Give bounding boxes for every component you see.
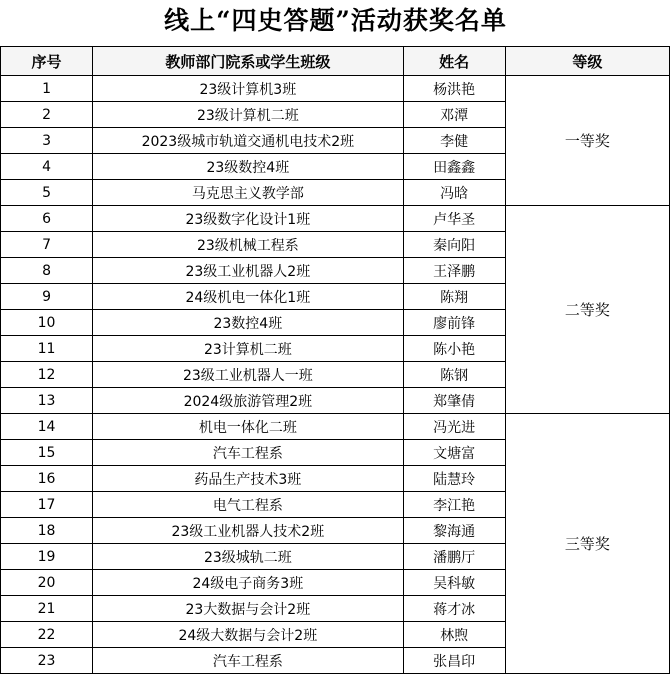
cell-dept[interactable]: 2024级旅游管理2班 (93, 388, 403, 414)
cell-dept[interactable]: 23级数字化设计1班 (93, 206, 403, 232)
cell-dept[interactable]: 汽车工程系 (93, 440, 403, 466)
header-dept[interactable]: 教师部门院系或学生班级 (93, 47, 403, 76)
cell-no[interactable]: 6 (1, 206, 93, 232)
cell-dept[interactable]: 23级城轨二班 (93, 544, 403, 570)
cell-name[interactable]: 林煦 (403, 622, 505, 648)
cell-dept[interactable]: 23大数据与会计2班 (93, 596, 403, 622)
cell-no[interactable]: 10 (1, 310, 93, 336)
table-row (1, 76, 670, 102)
table-header (1, 47, 670, 76)
cell-grade[interactable]: 二等奖 (505, 206, 669, 414)
cell-no[interactable]: 8 (1, 258, 93, 284)
cell-no[interactable]: 19 (1, 544, 93, 570)
cell-dept[interactable]: 23级计算机3班 (93, 76, 403, 102)
cell-dept[interactable]: 2023级城市轨道交通机电技术2班 (93, 128, 403, 154)
cell-no[interactable]: 2 (1, 102, 93, 128)
cell-grade[interactable]: 一等奖 (505, 76, 669, 206)
cell-name[interactable]: 张昌印 (403, 648, 505, 674)
cell-dept[interactable]: 23级计算机二班 (93, 102, 403, 128)
cell-name[interactable]: 潘鹏厅 (403, 544, 505, 570)
cell-no[interactable]: 15 (1, 440, 93, 466)
awards-table (0, 46, 670, 674)
header-grade[interactable]: 等级 (505, 47, 669, 76)
cell-name[interactable]: 陈翔 (403, 284, 505, 310)
cell-no[interactable]: 11 (1, 336, 93, 362)
cell-dept[interactable]: 24级机电一体化1班 (93, 284, 403, 310)
cell-no[interactable]: 1 (1, 76, 93, 102)
cell-name[interactable]: 郑肇倩 (403, 388, 505, 414)
header-row (1, 47, 670, 76)
cell-name[interactable]: 王泽鹏 (403, 258, 505, 284)
cell-no[interactable]: 17 (1, 492, 93, 518)
cell-no[interactable]: 13 (1, 388, 93, 414)
cell-name[interactable]: 黎海通 (403, 518, 505, 544)
cell-dept[interactable]: 24级电子商务3班 (93, 570, 403, 596)
cell-no[interactable]: 14 (1, 414, 93, 440)
cell-name[interactable]: 秦向阳 (403, 232, 505, 258)
cell-dept[interactable]: 23计算机二班 (93, 336, 403, 362)
table-row (1, 414, 670, 440)
cell-name[interactable]: 杨洪艳 (403, 76, 505, 102)
cell-dept[interactable]: 23级工业机器人2班 (93, 258, 403, 284)
cell-name[interactable]: 蒋才冰 (403, 596, 505, 622)
page-title: 线上“四史答题”活动获奖名单 (164, 6, 507, 35)
cell-grade[interactable]: 三等奖 (505, 414, 669, 674)
cell-no[interactable]: 4 (1, 154, 93, 180)
cell-name[interactable]: 陈小艳 (403, 336, 505, 362)
cell-dept[interactable]: 23级工业机器人一班 (93, 362, 403, 388)
cell-name[interactable]: 冯光进 (403, 414, 505, 440)
cell-dept[interactable]: 药品生产技术3班 (93, 466, 403, 492)
cell-no[interactable]: 23 (1, 648, 93, 674)
cell-no[interactable]: 22 (1, 622, 93, 648)
table-row (1, 206, 670, 232)
cell-dept[interactable]: 汽车工程系 (93, 648, 403, 674)
cell-name[interactable]: 田鑫鑫 (403, 154, 505, 180)
cell-dept[interactable]: 24级大数据与会计2班 (93, 622, 403, 648)
cell-dept[interactable]: 电气工程系 (93, 492, 403, 518)
cell-no[interactable]: 20 (1, 570, 93, 596)
cell-dept[interactable]: 23级数控4班 (93, 154, 403, 180)
cell-name[interactable]: 廖前锋 (403, 310, 505, 336)
cell-name[interactable]: 陈钢 (403, 362, 505, 388)
cell-no[interactable]: 16 (1, 466, 93, 492)
cell-name[interactable]: 李江艳 (403, 492, 505, 518)
cell-name[interactable]: 吴科敏 (403, 570, 505, 596)
cell-name[interactable]: 陆慧玲 (403, 466, 505, 492)
cell-dept[interactable]: 机电一体化二班 (93, 414, 403, 440)
cell-name[interactable]: 冯晗 (403, 180, 505, 206)
cell-dept[interactable]: 23数控4班 (93, 310, 403, 336)
cell-dept[interactable]: 23级机械工程系 (93, 232, 403, 258)
cell-name[interactable]: 邓潭 (403, 102, 505, 128)
cell-dept[interactable]: 23级工业机器人技术2班 (93, 518, 403, 544)
cell-no[interactable]: 12 (1, 362, 93, 388)
cell-no[interactable]: 9 (1, 284, 93, 310)
cell-name[interactable]: 李健 (403, 128, 505, 154)
cell-no[interactable]: 18 (1, 518, 93, 544)
cell-no[interactable]: 5 (1, 180, 93, 206)
cell-no[interactable]: 7 (1, 232, 93, 258)
cell-no[interactable]: 3 (1, 128, 93, 154)
cell-no[interactable]: 21 (1, 596, 93, 622)
header-no[interactable]: 序号 (1, 47, 93, 76)
header-name[interactable]: 姓名 (403, 47, 505, 76)
cell-name[interactable]: 卢华圣 (403, 206, 505, 232)
cell-name[interactable]: 文塘富 (403, 440, 505, 466)
table-body (1, 76, 670, 674)
cell-dept[interactable]: 马克思主义教学部 (93, 180, 403, 206)
